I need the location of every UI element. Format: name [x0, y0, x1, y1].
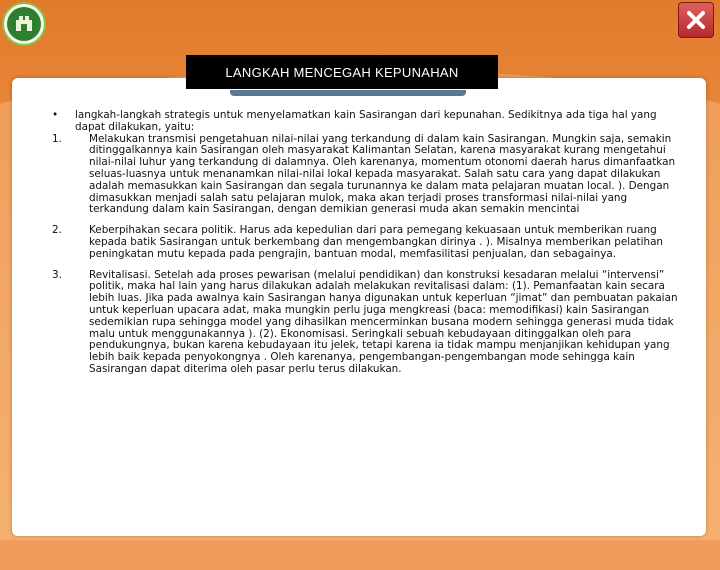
logo-emblem	[7, 7, 41, 41]
slide-body	[52, 110, 688, 376]
intro-text: langkah-langkah strategis untuk menyelamatkan kain Sasirangan dari kepunahan. Sedikitnya ada tiga hal yang dapat dilakukan, yaitu:	[75, 109, 657, 133]
list-item-1	[52, 134, 688, 217]
institution-logo-icon	[2, 2, 46, 46]
list-item-text: Melakukan transmisi pengetahuan nilai-nilai yang terkandung di dalam kain Sasirangan. Mungkin saja, semakin ditinggalkannya kain Sasirangan oleh masyarakat Kalimantan Selatan, karena masyarakat kurang mengetahui nilai-nilai luhur yang terkandung di dalamnya. Oleh karenanya, momentum otonomi daerah harus dimanfaatkan seluas-luasnya untuk menanamkan nilai-nilai lokal kepada masyarakat. Salah satu cara yang dapat dilakukan adalah memasukkan kain Sasirangan dan segala turunannya ke dalam mata pelajaran muatan local. ). Dengan dimasukkan menjadi salah satu pelajaran mulok, maka akan terjadi proses transformasi nilai-nilai yang terkandung dalam kain Sasirangan, dengan demikian generasi muda akan semakin mencintai	[89, 132, 676, 216]
logo-mark-icon	[13, 13, 35, 35]
list-item-2	[52, 225, 688, 260]
list-number: 2.	[52, 224, 62, 237]
list-item-3	[52, 270, 688, 376]
list-number: 1.	[52, 132, 62, 145]
list-number: 3.	[52, 268, 62, 281]
slide-title: LANGKAH MENCEGAH KEPUNAHAN	[186, 55, 498, 89]
close-button[interactable]	[678, 2, 714, 38]
intro-item	[52, 110, 688, 134]
bullet-marker: •	[52, 109, 59, 121]
title-underline	[230, 90, 466, 96]
list-item-text: Keberpihakan secara politik. Harus ada kepedulian dari para pemegang kekuasaan untuk memberikan ruang kepada batik Sasirangan untuk berkembang dan mengembangkan dirinya . ). Misalnya memberikan pelatihan peningkatan mutu kepada pada pengrajin, bantuan modal, memfasilitasi penjualan, dan sebagainya.	[89, 224, 664, 260]
close-icon	[685, 9, 707, 31]
list-item-text: Revitalisasi. Setelah ada proses pewarisan (melalui pendidikan) dan konstruksi kesadaran melalui “intervensi” politik, maka hal lain yang harus dilakukan adalah melakukan revitalisasi dalam: (1). Pemanfaatan kain secara lebih luas. Jika pada awalnya kain Sasirangan hanya digunakan untuk keperluan “jimat” dan pembuatan pakaian untuk keperluan upacara adat, maka mungkin perlu juga mengkreasi (baca: memodifikasi) kain Sasirangan sedemikian rupa sehingga model yang dihasilkan mencerminkan busana modern sehingga generasi muda tidak malu untuk menggunakannya ). (2). Ekonomisasi. Seringkali sebuah kebudayaan ditinggalkan oleh para pendukungnya, bukan karena kebudayaan itu jelek, tetapi karena ia tidak mampu menjanjikan kehidupan yang lebih baik kepada penyokongnya . Oleh karenanya, pengembangan-pengembangan mode sehingga kain Sasirangan dapat diterima oleh pasar perlu terus dilakukan.	[89, 268, 678, 375]
